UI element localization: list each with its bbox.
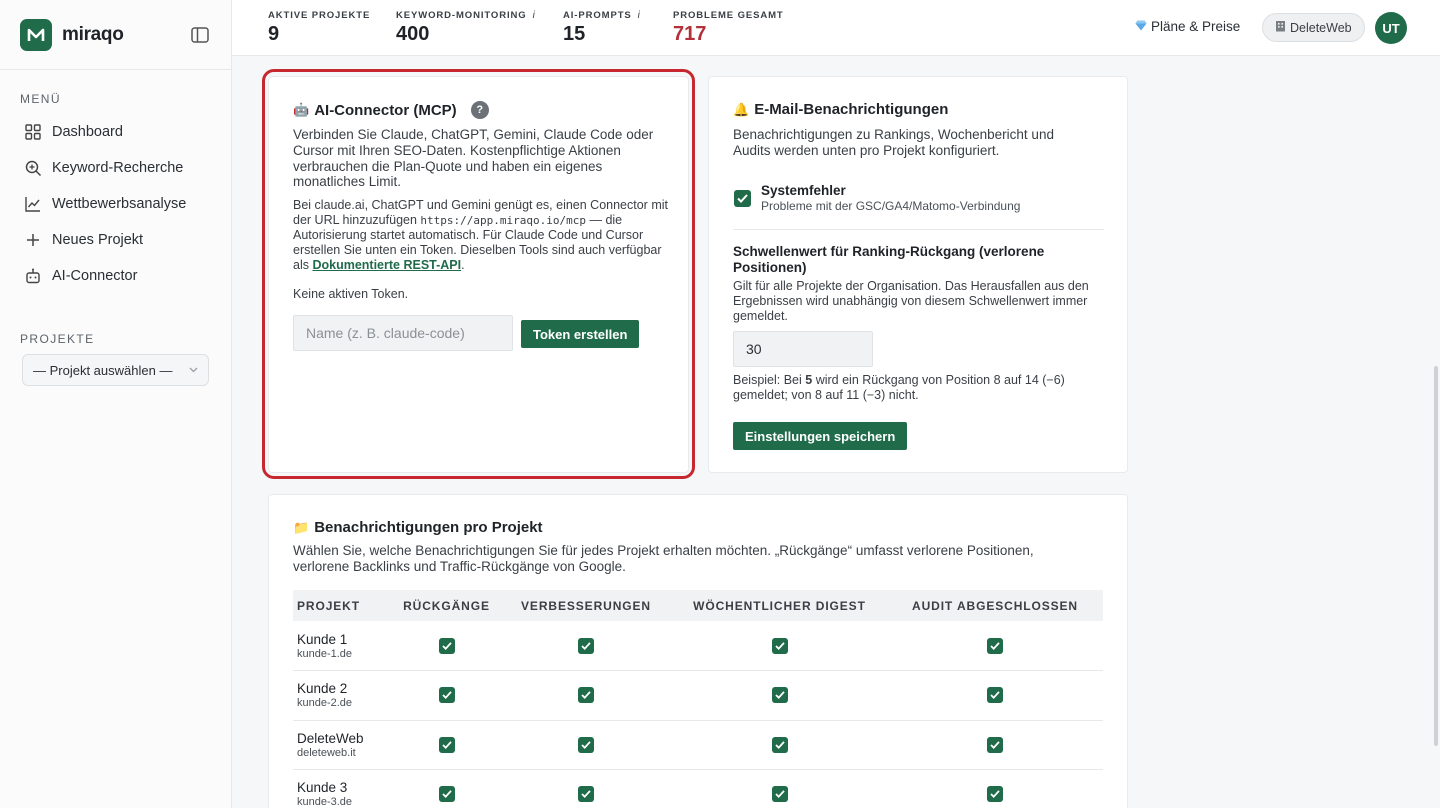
highlight-frame xyxy=(262,69,695,479)
column-header: AUDIT ABGESCHLOSSEN xyxy=(887,590,1103,621)
declines-checkbox[interactable] xyxy=(439,786,455,802)
improvements-checkbox[interactable] xyxy=(578,786,594,802)
email-title-text: E-Mail-Benachrichtigungen xyxy=(754,101,949,118)
info-icon[interactable]: i xyxy=(637,10,641,21)
audit-completed-checkbox[interactable] xyxy=(987,737,1003,753)
chevron-down-icon xyxy=(189,365,198,376)
project-cell xyxy=(293,621,393,671)
plans-pricing-link[interactable] xyxy=(1135,19,1240,34)
stat-label: KEYWORD-MONITORING i xyxy=(396,10,536,21)
threshold-desc: Gilt für alle Projekte der Organisation. Das Herausfallen aus den Ergebnissen wird unabhängig von diesem Schwellenwert immer gemeldet. xyxy=(733,279,1089,323)
threshold-input[interactable] xyxy=(733,331,873,367)
table-row xyxy=(293,720,1103,770)
email-notifications-card xyxy=(708,76,1128,473)
checkbox-cell xyxy=(887,671,1103,721)
audit-completed-checkbox[interactable] xyxy=(987,786,1003,802)
scrollbar[interactable] xyxy=(1432,56,1440,808)
checkbox-cell xyxy=(672,621,887,671)
column-header: VERBESSERUNGEN xyxy=(500,590,672,621)
sidebar-item-label: Wettbewerbsanalyse xyxy=(52,196,187,212)
sidebar-item-label: AI-Connector xyxy=(52,268,138,284)
project-domain: kunde-3.de xyxy=(297,796,353,808)
robot-icon xyxy=(24,267,42,285)
organization-name: DeleteWeb xyxy=(1290,20,1352,35)
checkbox-cell xyxy=(393,671,500,721)
avatar[interactable]: UT xyxy=(1375,12,1407,44)
system-errors-desc: Probleme mit der GSC/GA4/Matomo-Verbindung xyxy=(761,199,1021,213)
table-row xyxy=(293,770,1103,808)
stat-ai-prompts xyxy=(563,10,641,46)
declines-checkbox[interactable] xyxy=(439,687,455,703)
project-cell xyxy=(293,770,393,808)
project-name: Kunde 1 xyxy=(297,631,348,647)
table-row xyxy=(293,621,1103,671)
stat-label: PROBLEME GESAMT xyxy=(673,10,784,21)
column-header: WÖCHENTLICHER DIGEST xyxy=(672,590,887,621)
checkbox-cell xyxy=(887,720,1103,770)
checkbox-cell xyxy=(393,720,500,770)
weekly-digest-checkbox[interactable] xyxy=(772,687,788,703)
sidebar-item-keyword-research[interactable] xyxy=(0,150,231,186)
chart-line-icon xyxy=(24,195,42,213)
audit-completed-checkbox[interactable] xyxy=(987,638,1003,654)
project-notifications-table xyxy=(293,590,1103,808)
search-icon xyxy=(24,159,42,177)
column-header: RÜCKGÄNGE xyxy=(393,590,500,621)
stat-total-problems xyxy=(673,10,784,46)
checkbox-cell xyxy=(500,770,672,808)
project-notifications-intro: Wählen Sie, welche Benachrichtigungen Sie für jedes Projekt erhalten möchten. „Rückgänge“ umfasst verlorene Positionen, verlorene Backlinks und Traffic-Rückgänge von Google. xyxy=(293,543,1034,574)
grid-icon xyxy=(24,123,42,141)
stat-label: AKTIVE PROJEKTE xyxy=(268,10,371,21)
projects-section-title: PROJEKTE xyxy=(20,332,95,346)
project-name: Kunde 3 xyxy=(297,780,348,796)
sidebar-toggle-icon[interactable] xyxy=(189,24,211,46)
checkbox-cell xyxy=(393,770,500,808)
project-name: Kunde 2 xyxy=(297,681,348,697)
divider xyxy=(733,229,1104,230)
project-notifications-card xyxy=(268,494,1128,808)
sidebar xyxy=(0,0,232,808)
improvements-checkbox[interactable] xyxy=(578,737,594,753)
help-icon[interactable]: ? xyxy=(471,101,489,119)
stat-value: 400 xyxy=(396,23,430,45)
checkbox-cell xyxy=(393,621,500,671)
email-intro: Benachrichtigungen zu Rankings, Wochenbericht und Audits werden unten pro Projekt konfiguriert. xyxy=(733,127,1054,158)
ai-connector-title-text: AI-Connector (MCP) xyxy=(314,101,457,119)
robot-emoji-icon: 🤖 xyxy=(293,102,310,117)
ai-connector-detail: Bei claude.ai, ChatGPT und Gemini genügt es, einen Connector mit der URL hinzuzufügen https://app.miraqo.io/mcp — die Autorisierung startet automatisch. Für Claude Code und Cursor erstellen Sie unten ein Token. Dieselben Tools sind auch verfügbar als Dokumentierte REST-API. xyxy=(293,198,668,272)
mcp-url: https://app.miraqo.io/mcp xyxy=(420,214,586,227)
brand-name[interactable]: miraqo xyxy=(62,23,124,45)
stat-value: 9 xyxy=(268,23,280,45)
weekly-digest-checkbox[interactable] xyxy=(772,638,788,654)
project-name: DeleteWeb xyxy=(297,730,364,746)
sidebar-item-label: Dashboard xyxy=(52,124,123,140)
create-token-button[interactable]: Token erstellen xyxy=(521,320,639,348)
project-cell xyxy=(293,671,393,721)
organization-switcher[interactable] xyxy=(1262,13,1365,42)
sidebar-item-dashboard[interactable] xyxy=(0,114,231,150)
logo-icon[interactable] xyxy=(20,19,52,51)
checkbox-cell xyxy=(672,671,887,721)
declines-checkbox[interactable] xyxy=(439,638,455,654)
ai-connector-intro: Verbinden Sie Claude, ChatGPT, Gemini, Claude Code oder Cursor mit Ihren SEO-Daten. Kostenpflichtige Aktionen verbrauchen die Plan-Quote und haben ein eigenes monatliches Limit. xyxy=(293,127,654,190)
plans-pricing-label: Pläne & Preise xyxy=(1151,19,1241,34)
building-icon xyxy=(1275,20,1286,35)
info-icon[interactable]: i xyxy=(532,10,536,21)
declines-checkbox[interactable] xyxy=(439,737,455,753)
sidebar-item-ai-connector[interactable] xyxy=(0,258,231,294)
checkbox-cell xyxy=(672,720,887,770)
stat-value: 15 xyxy=(563,23,586,45)
checkbox-cell xyxy=(500,621,672,671)
save-settings-button[interactable]: Einstellungen speichern xyxy=(733,422,907,450)
menu-section-title: MENÜ xyxy=(20,92,61,106)
sidebar-item-label: Neues Projekt xyxy=(52,232,144,248)
checkbox-cell xyxy=(887,621,1103,671)
checkbox-cell xyxy=(500,671,672,721)
weekly-digest-checkbox[interactable] xyxy=(772,737,788,753)
checkbox-cell xyxy=(672,770,887,808)
checkbox-cell xyxy=(500,720,672,770)
gem-icon xyxy=(1135,19,1147,34)
rest-api-docs-link[interactable]: Dokumentierte REST-API xyxy=(312,258,462,272)
threshold-example: Beispiel: Bei 5 wird ein Rückgang von Position 8 auf 14 (−6) gemeldet; von 8 auf 11 (−3) nicht. xyxy=(733,373,1065,402)
sidebar-item-competitor-analysis[interactable] xyxy=(0,186,231,222)
folder-emoji-icon: 📁 xyxy=(293,519,310,535)
table-row xyxy=(293,671,1103,721)
brand-header xyxy=(0,0,231,70)
bell-emoji-icon: 🔔 xyxy=(733,101,750,117)
project-domain: kunde-1.de xyxy=(297,647,353,660)
project-domain: kunde-2.de xyxy=(297,697,353,710)
stat-value: 717 xyxy=(673,23,707,45)
stat-active-projects xyxy=(268,10,370,46)
table-header-row xyxy=(293,590,1103,621)
weekly-digest-checkbox[interactable] xyxy=(772,786,788,802)
project-select-value: — Projekt auswählen — xyxy=(33,362,173,378)
project-notifications-title-text: Benachrichtigungen pro Projekt xyxy=(314,519,543,536)
sidebar-item-label: Keyword-Recherche xyxy=(52,160,184,176)
improvements-checkbox[interactable] xyxy=(578,638,594,654)
project-notifications-title xyxy=(293,519,543,536)
plus-icon xyxy=(24,231,42,249)
checkbox-cell xyxy=(887,770,1103,808)
improvements-checkbox[interactable] xyxy=(578,687,594,703)
top-bar xyxy=(232,0,1440,56)
project-domain: deleteweb.it xyxy=(297,746,356,759)
project-cell xyxy=(293,720,393,770)
column-header: PROJEKT xyxy=(293,590,393,621)
system-errors-label: Systemfehler xyxy=(761,183,846,198)
stat-label: AI-PROMPTS i xyxy=(563,10,641,21)
threshold-title: Schwellenwert für Ranking-Rückgang (verlorene Positionen) xyxy=(733,244,1045,275)
audit-completed-checkbox[interactable] xyxy=(987,687,1003,703)
project-select[interactable] xyxy=(22,354,209,386)
system-errors-checkbox[interactable] xyxy=(734,190,751,207)
sidebar-item-new-project[interactable] xyxy=(0,222,231,258)
email-notifications-title xyxy=(733,101,948,118)
scrollbar-thumb[interactable] xyxy=(1434,366,1438,746)
stat-keyword-monitoring xyxy=(396,10,536,46)
no-tokens-text: Keine aktiven Token. xyxy=(293,287,409,301)
